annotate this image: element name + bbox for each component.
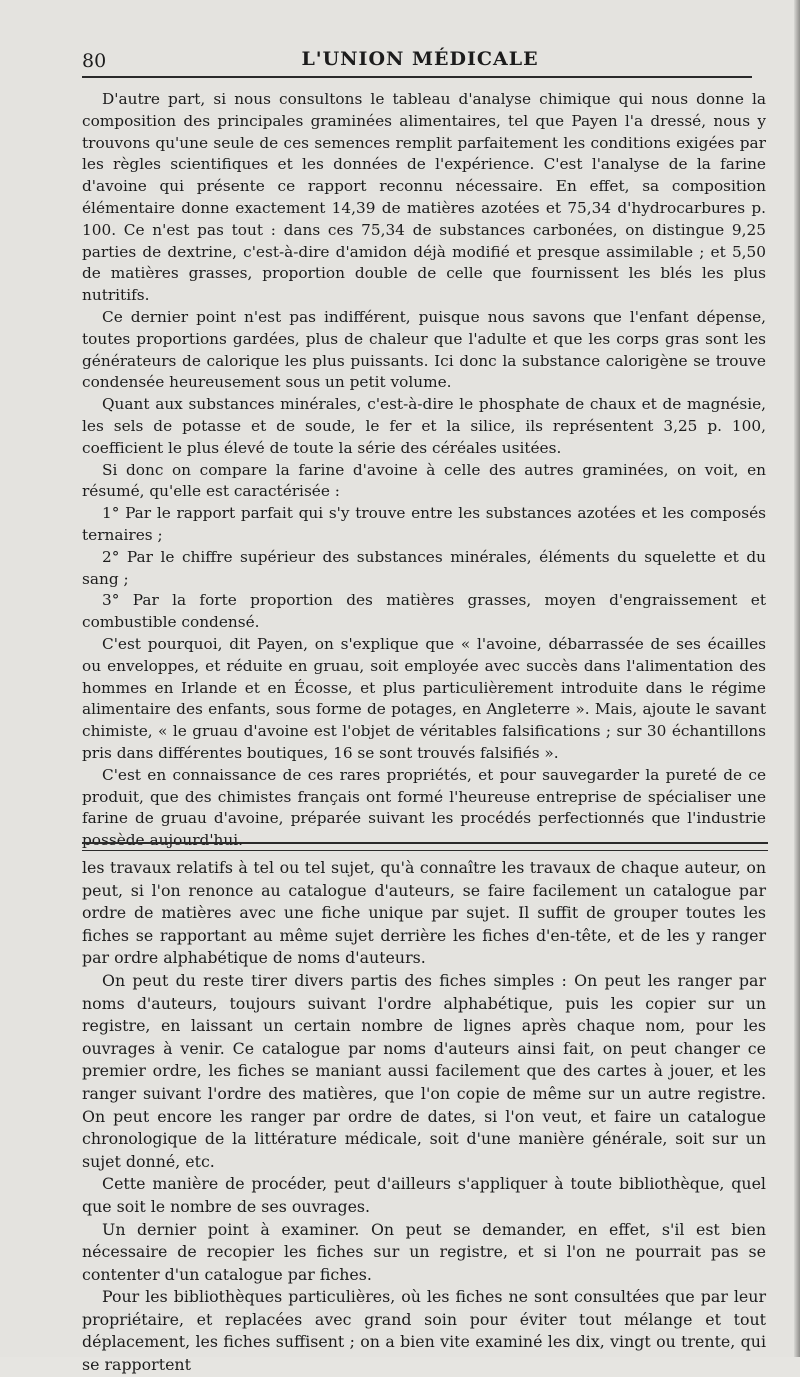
list-item: 2° Par le chiffre supérieur des substances minérales, éléments du squelette et du sang ; — [82, 547, 766, 588]
article-column — [82, 89, 766, 852]
running-title: L'UNION MÉDICALE — [301, 48, 539, 70]
feuilleton-paragraph: Pour les bibliothèques particulières, où les fiches ne sont consultées que par leur propriétaire, et replacées avec grand soin pour éviter tout mélange et tout déplacement, les fiches suffisent ; on a bien vite examiné les dix, vingt ou trente, qui se rapportent — [82, 1287, 766, 1375]
feuilleton-paragraph: Cette manière de procéder, peut d'ailleurs s'appliquer à toute bibliothèque, quel que soit le nombre de ses ouvrages. — [82, 1174, 766, 1216]
list-item: 3° Par la forte proportion des matières grasses, moyen d'engraissement et combustible condensé. — [82, 591, 766, 632]
page-number: 80 — [82, 50, 107, 72]
article-paragraph: Si donc on compare la farine d'avoine à celle des autres graminées, on voit, en résumé, qu'elle est caractérisée : — [82, 460, 766, 501]
feuilleton-separator — [82, 842, 768, 851]
article-paragraph: Ce dernier point n'est pas indifférent, puisque nous savons que l'enfant dépense, toutes proportions gardées, plus de chaleur que l'adulte et que les corps gras sont les générateurs de calorique les plus puissants. Ici donc la substance calorigène se trouve condensée heureusement sous un petit volume. — [82, 307, 766, 392]
feuilleton-column — [82, 857, 766, 1377]
article-paragraph: Quant aux substances minérales, c'est-à-dire le phosphate de chaux et de magnésie, les sels de potasse et de soude, le fer et la silice, ils représentent 3,25 p. 100, coefficient le plus élevé de toute la série des céréales usitées. — [82, 395, 766, 457]
header-rule — [82, 76, 752, 78]
feuilleton-paragraph: On peut du reste tirer divers partis des fiches simples : On peut les ranger par noms d'auteurs, toujours suivant l'ordre alphabétique, puis les copier sur un registre, en laissant un certain nombre de lignes après chaque nom, pour les ouvrages à venir. Ce catalogue par noms d'auteurs ainsi fait, on peut changer ce premier ordre, les fiches se maniant aussi facilement que des cartes à jouer, et les ranger suivant l'ordre des matières, que l'on copie de même sur un autre registre. On peut encore les ranger par ordre de dates, si l'on veut, et faire un catalogue chronologique de la littérature médicale, soit d'une manière générale, soit sur un sujet donné, etc. — [82, 970, 766, 1171]
article-paragraph: D'autre part, si nous consultons le tableau d'analyse chimique qui nous donne la composition des principales graminées alimentaires, tel que Payen l'a dressé, nous y trouvons qu'une seule de ces semences remplit parfaitement les conditions exigées par les règles scientifiques et les données de l'expérience. C'est l'analyse de la farine d'avoine qui présente ce rapport reconnu nécessaire. En effet, sa composition élémentaire donne exactement 14,39 de matières azotées et 75,34 d'hydrocarbures p. 100. Ce n'est pas tout : dans ces 75,34 de substances carbonées, on distingue 9,25 parties de dextrine, c'est-à-dire d'amidon déjà modifié et presque assimilable ; et 5,50 de matières grasses, proportion double de celle que fournissent les blés les plus nutritifs. — [82, 90, 766, 305]
page-header — [80, 48, 760, 78]
feuilleton-paragraph: les travaux relatifs à tel ou tel sujet, qu'à connaître les travaux de chaque auteur, on peut, si l'on renonce au catalogue d'auteurs, se faire facilement un catalogue par ordre de matières avec une fiche unique par sujet. Il suffit de grouper toutes les fiches se rapportant au même sujet derrière les fiches d'en-tête, et de les y ranger par ordre alphabétique de noms d'auteurs. — [82, 858, 766, 968]
article-paragraph: C'est pourquoi, dit Payen, on s'explique que « l'avoine, débarrassée de ses écailles ou enveloppes, et réduite en gruau, soit employée avec succès dans l'alimentation des hommes en Irlande et en Écosse, et plus particulièrement introduite dans le régime alimentaire des enfants, sous forme de potages, en Angleterre ». Mais, ajoute le savant chimiste, « le gruau d'avoine est l'objet de véritables falsifications ; sur 30 échantillons pris dans différentes boutiques, 16 se sont trouvés falsifiés ». — [82, 634, 766, 762]
feuilleton-paragraph: Un dernier point à examiner. On peut se demander, en effet, s'il est bien nécessaire de recopier les fiches sur un registre, et si l'on ne pourrait pas se contenter d'un catalogue par fiches. — [82, 1219, 766, 1284]
article-paragraph: C'est en connaissance de ces rares propriétés, et pour sauvegarder la pureté de ce produit, que des chimistes français ont formé l'heureuse entreprise de spécialiser une farine de gruau d'avoine, préparée suivant les procédés perfectionnés que l'industrie possède aujourd'hui. — [82, 765, 766, 850]
list-item: 1° Par le rapport parfait qui s'y trouve entre les substances azotées et les composés ternaires ; — [82, 504, 766, 544]
